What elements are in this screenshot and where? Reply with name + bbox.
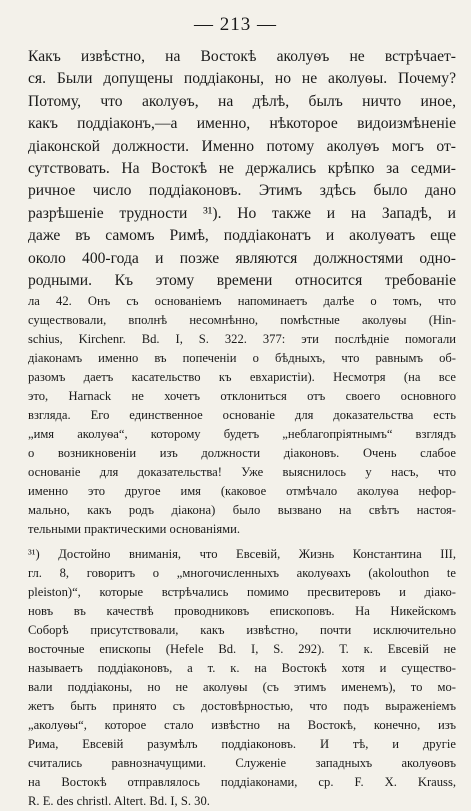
main-text — [28, 46, 456, 292]
footnote-line: именно это другое имя (каковое отмѣчало аколуѳа нефор- — [28, 484, 456, 498]
footnote-line: schius, Kirchenr. Bd. I, S. 322. 377: эти послѣдніе помогали — [28, 332, 456, 346]
footnote-line: разомъ даетъ касательство къ евхаристіи). Несмотря (на все — [28, 370, 456, 384]
footnote-31-line: восточные епископы (Hefele Bd. I, S. 292). Т. к. Евсевій не — [28, 642, 456, 656]
footnote-31-line: pleiston)“, которые встрѣчались помимо пресвитеровъ и діако- — [28, 585, 456, 599]
footnote-line: „имя аколуѳа“, которому будетъ „неблагопріятнымъ“ взглядъ — [28, 427, 456, 441]
main-line: Потому, что аколуѳъ, на дѣлѣ, былъ ничто иное, — [28, 92, 456, 110]
main-line: ся. Были допущены поддіаконы, но не аколуѳы. Почему? — [28, 70, 456, 88]
page-number: — 213 — — [194, 14, 277, 35]
main-line: ричное число поддіаконовъ. Этимъ здѣсь было дано — [28, 182, 456, 200]
footnote-line: это, Harnack не хочетъ отклониться отъ своего основного — [28, 389, 456, 403]
footnote-31-line: называетъ поддіаконовъ, а т. к. на Востокѣ хотя и существо- — [28, 661, 456, 675]
footnote-31-line: Соборѣ присутствовали, какъ извѣстно, почти исключительно — [28, 623, 456, 637]
footnote-line: ла 42. Онъ съ основаніемъ напоминаетъ далѣе о томъ, что — [28, 294, 456, 308]
footnote-line: тельными практическими основаніями. — [28, 522, 241, 536]
main-line: родными. Къ этому времени относится требованіе — [28, 271, 456, 289]
footnote-31-line: жетъ быть принято съ достовѣрностью, что подъ выраженіемъ — [28, 699, 456, 713]
footnote-31-line: Рима, Евсевій разумѣлъ поддіаконовъ. И тѣ, и другіе — [28, 737, 456, 751]
footnote-31-line: R. E. des christl. Altert. Bd. I, S. 30. — [28, 794, 210, 808]
footnote-31-line: „аколуѳы“, которое стало извѣстно на Востокѣ, конечно, изъ — [28, 718, 456, 732]
footnote-31-line: ³¹) Достойно вниманія, что Евсевій, Жизнь Константина III, — [28, 547, 456, 561]
footnote-line: мально, какъ родъ діакона) было вызвано на свѣтъ настоя- — [28, 503, 456, 517]
footnotes — [28, 292, 456, 811]
footnote-line: взгляда. Его единственное основаніе для доказательства есть — [28, 408, 456, 422]
footnote-31-line: на Востокѣ отправлялось поддіаконами, ср. F. X. Krauss, — [28, 775, 456, 789]
footnote-line: о возникновеніи изъ должности діаконовъ. Очень слабое — [28, 446, 456, 460]
footnote-line: діаконамъ именно въ попеченіи о бѣдныхъ, что равнымъ об- — [28, 351, 456, 365]
main-line: Какъ извѣстно, на Востокѣ аколуѳъ не встрѣчает- — [28, 48, 456, 65]
footnote-line: основаніе для доказательства! Уже выяснилось у насъ, что — [28, 465, 456, 479]
main-line: діаконской должности. Именно потому аколуѳъ могъ от- — [28, 137, 456, 155]
main-line: какъ поддіаконъ,—а именно, нѣкоторое видоизмѣненіе — [28, 115, 456, 133]
main-line: даже въ самомъ Римѣ, поддіаконатъ и аколуѳатъ еще — [28, 227, 456, 245]
footnote-31-line: новъ въ качествѣ проводниковъ епископовъ. На Никейскомъ — [28, 604, 456, 618]
main-line: сутствовать. На Востокѣ не держались крѣпко за седми- — [28, 159, 456, 177]
main-line: около 400-года и позже являются должностями одно- — [28, 249, 456, 267]
footnote-31-line: вали поддіаконы, но не аколуѳы (съ этимъ именемъ), то мо- — [28, 680, 456, 694]
footnote-31-line: считались равнозначущими. Служеніе западныхъ аколуѳовъ — [28, 756, 456, 770]
main-line: разрѣшеніе трудности ³¹). Но также и на Западѣ, и — [28, 204, 456, 222]
footnote-line: существовали, вполнѣ несомнѣнно, помѣстные аколуѳы (Hin- — [28, 313, 456, 327]
footnote-31-line: гл. 8, говоритъ о „многочисленныхъ аколуѳахъ (akolouthon te — [28, 566, 456, 580]
